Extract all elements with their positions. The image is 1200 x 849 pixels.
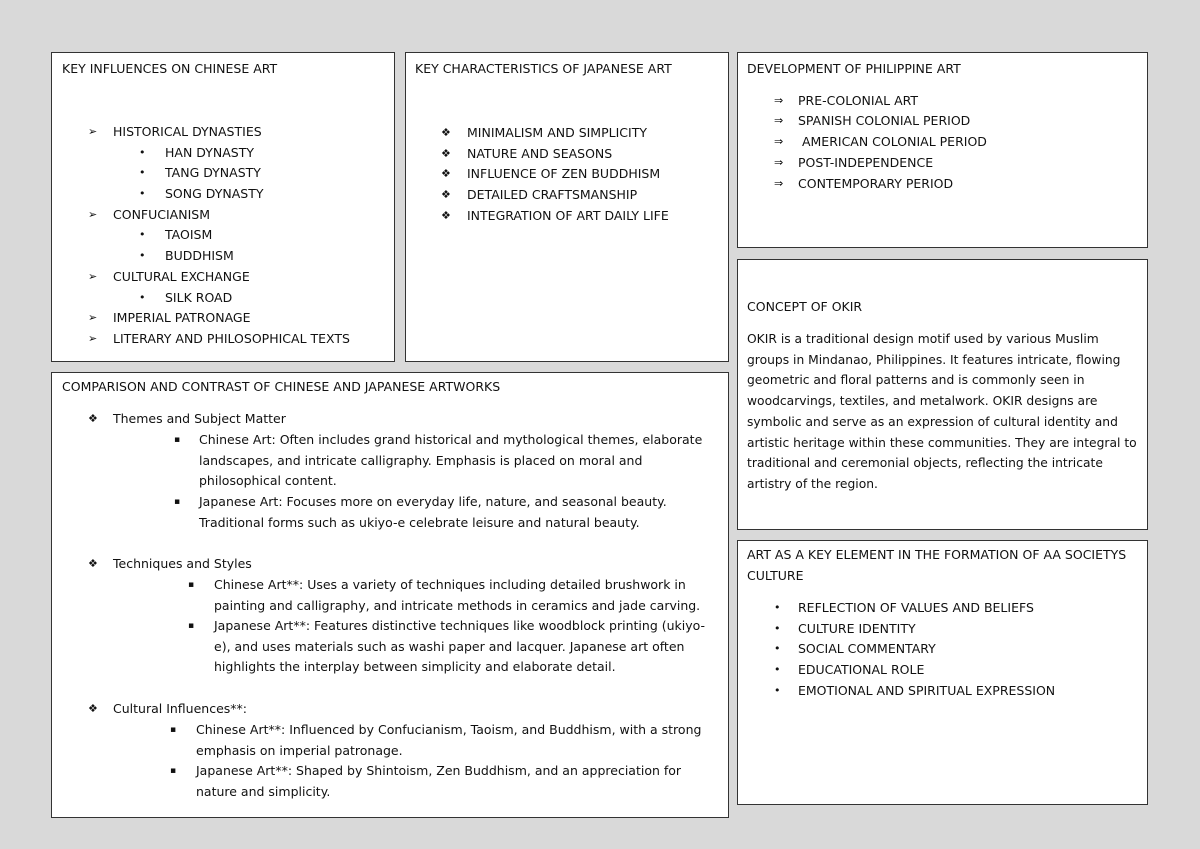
society-title: ART AS A KEY ELEMENT IN THE FORMATION OF AA SOCIETYS CULTURE (747, 547, 1127, 583)
square-bullet-icon: ▪ (188, 580, 195, 590)
list-item: ▪ Japanese Art: Focuses more on everyday life, nature, and seasonal beauty. Traditional forms such as ukiyo-e celebrate leisure and natural beauty. (174, 494, 667, 530)
square-bullet-icon: ▪ (174, 497, 181, 507)
dot-bullet-icon: • (774, 663, 781, 676)
japanese-art-title: KEY CHARACTERISTICS OF JAPANESE ART (415, 61, 672, 76)
okir-paragraph: OKIR is a traditional design motif used by various Muslim groups in Mindanao, Philippines. It features intricate, flowing geometric and floral patterns and is commonly seen in woodcarvings, textiles, and metalwork. OKIR designs are symbolic and serve as an expression of cultural identity and artistic heritage within these communities. They are integral to traditional and ceremonial objects, reflecting the intricate artistry of the region. (747, 332, 1137, 491)
arrow-bullet-icon: ➢ (88, 332, 98, 345)
list-item: ▪ Japanese Art**: Features distinctive techniques like woodblock printing (ukiyo-e), and uses materials such as washi paper and lacquer. Japanese art often highlights the interplay between simplicity and elaborate detail. (188, 618, 706, 675)
dot-bullet-icon: • (774, 622, 781, 635)
arrow-bullet-icon: ➢ (88, 270, 98, 283)
diamond-bullet-icon: ❖ (88, 702, 98, 715)
dot-bullet-icon: • (774, 601, 781, 614)
japanese-art-box: KEY CHARACTERISTICS OF JAPANESE ART ❖ MINIMALISM AND SIMPLICITY ❖ NATURE AND SEASONS ❖ INFLUENCE OF ZEN BUDDHISM ❖ DETAILED CRAFTSMANSHIP ❖ INTEGRATION OF ART DAILY LIFE (405, 52, 729, 362)
philippine-art-box: DEVELOPMENT OF PHILIPPINE ART ⇒ PRE-COLONIAL ART ⇒ SPANISH COLONIAL PERIOD ⇒ AMERICAN COLONIAL PERIOD ⇒ POST-INDEPENDENCE ⇒ CONTEMPORARY PERIOD (737, 52, 1148, 248)
dot-bullet-icon: • (139, 228, 146, 241)
philippine-art-title: DEVELOPMENT OF PHILIPPINE ART (747, 61, 961, 76)
square-bullet-icon: ▪ (174, 435, 181, 445)
diamond-bullet-icon: ❖ (88, 557, 98, 570)
diamond-bullet-icon: ❖ (441, 147, 451, 160)
double-arrow-bullet-icon: ⇒ (774, 156, 784, 169)
arrow-bullet-icon: ➢ (88, 125, 98, 138)
chinese-art-title: KEY INFLUENCES ON CHINESE ART (62, 61, 278, 76)
arrow-bullet-icon: ➢ (88, 208, 98, 221)
dot-bullet-icon: • (139, 146, 146, 159)
square-bullet-icon: ▪ (170, 725, 177, 735)
arrow-bullet-icon: ➢ (88, 311, 98, 324)
diamond-bullet-icon: ❖ (88, 412, 98, 425)
dot-bullet-icon: • (139, 249, 146, 262)
dot-bullet-icon: • (774, 642, 781, 655)
double-arrow-bullet-icon: ⇒ (774, 177, 784, 190)
chinese-art-box: KEY INFLUENCES ON CHINESE ART ➢ HISTORICAL DYNASTIES • HAN DYNASTY • TANG DYNASTY • SONG DYNASTY ➢ CONFUCIANISM • TAOISM • BUDDHISM ➢ CULTURAL EXCHANGE • SILK ROAD ➢ IMPERIAL PATRONAGE ➢ LITERARY AND PHILOSOPHICAL TEXTS (51, 52, 395, 362)
dot-bullet-icon: • (139, 291, 146, 304)
comparison-title: COMPARISON AND CONTRAST OF CHINESE AND JAPANESE ARTWORKS (62, 379, 501, 394)
square-bullet-icon: ▪ (170, 766, 177, 776)
list-item: ▪ Chinese Art**: Uses a variety of techniques including detailed brushwork in painting and calligraphy, and intricate methods in ceramics and jade carving. (188, 577, 701, 613)
double-arrow-bullet-icon: ⇒ (774, 135, 784, 148)
diamond-bullet-icon: ❖ (441, 167, 451, 180)
comparison-box: COMPARISON AND CONTRAST OF CHINESE AND JAPANESE ARTWORKS ❖ Themes and Subject Matter ▪ Chinese Art: Often includes grand historical and mythological themes, elaborate landscapes, and intricate calligraphy. Emphasis is placed on moral and philosophical content. ▪ Japanese Art: Focuses more on everyday life, nature, and seasonal beauty. Traditional forms such as ukiyo-e celebrate leisure and natural beauty. ❖ Techniques and Styles ▪ Chinese Art**: Uses a variety of techniques including detailed brushwork in painting and calligraphy, and intricate methods in ceramics and jade carving. ▪ Japanese Art**: Features distinctive techniques like woodblock printing (ukiyo-e), and uses materials such as washi paper and lacquer. Japanese art often highlights the interplay between simplicity and elaborate detail. ❖ Cultural Influences**: ▪ Chinese Art**: Influenced by Confucianism, Taoism, and Buddhism, with a strong emphasis on imperial patronage. ▪ Japanese Art**: Shaped by Shintoism, Zen Buddhism, and an appreciation for nature and simplicity. (51, 372, 729, 818)
society-box: ART AS A KEY ELEMENT IN THE FORMATION OF AA SOCIETYS CULTURE • REFLECTION OF VALUES AND BELIEFS • CULTURE IDENTITY • SOCIAL COMMENTARY • EDUCATIONAL ROLE • EMOTIONAL AND SPIRITUAL EXPRESSION (737, 540, 1148, 805)
list-item: ▪ Japanese Art**: Shaped by Shintoism, Zen Buddhism, and an appreciation for nature and simplicity. (170, 763, 682, 799)
double-arrow-bullet-icon: ⇒ (774, 94, 784, 107)
square-bullet-icon: ▪ (188, 621, 195, 631)
diamond-bullet-icon: ❖ (441, 188, 451, 201)
dot-bullet-icon: • (774, 684, 781, 697)
okir-box (737, 259, 1148, 530)
list-item: ▪ Chinese Art: Often includes grand historical and mythological themes, elaborate landscapes, and intricate calligraphy. Emphasis is placed on moral and philosophical content. (174, 432, 703, 489)
dot-bullet-icon: • (139, 187, 146, 200)
dot-bullet-icon: • (139, 166, 146, 179)
okir-title: CONCEPT OF OKIR (747, 299, 863, 314)
double-arrow-bullet-icon: ⇒ (774, 114, 784, 127)
diamond-bullet-icon: ❖ (441, 126, 451, 139)
list-item: ▪ Chinese Art**: Influenced by Confucianism, Taoism, and Buddhism, with a strong emphasis on imperial patronage. (170, 722, 702, 758)
diamond-bullet-icon: ❖ (441, 209, 451, 222)
